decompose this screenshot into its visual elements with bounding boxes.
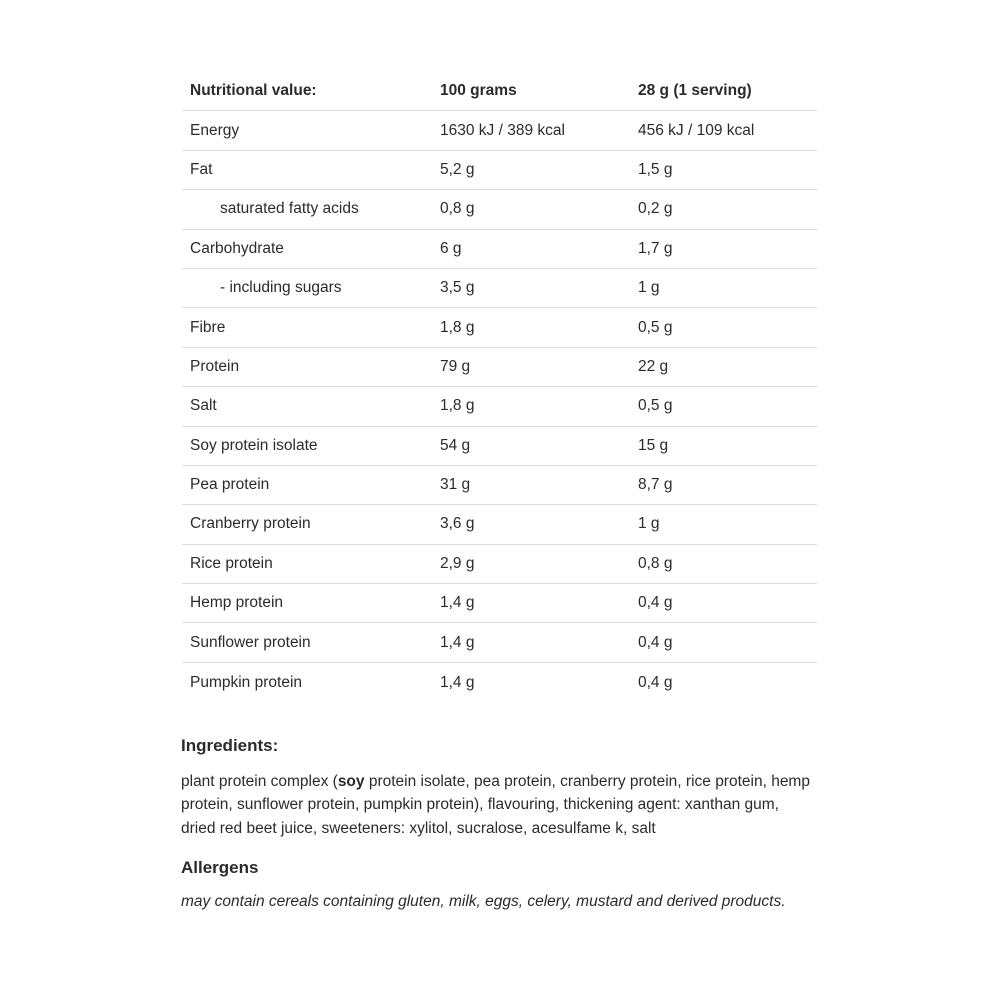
header-per-serving: 28 g (1 serving) [638,82,752,100]
header-per-100-grams: 100 grams [440,82,517,100]
row-label: Fat [190,160,213,178]
row-value-serving: 22 g [638,357,669,375]
row-value-100g: 5,2 g [440,160,475,178]
ingredients-heading: Ingredients: [181,736,279,755]
ingredients-bold-soy: soy [337,773,365,790]
row-value-100g: 1,4 g [440,673,475,691]
row-value-serving: 0,2 g [638,200,673,218]
row-label: Pea protein [190,476,270,494]
row-value-100g: 6 g [440,239,462,257]
table-row-soy-protein-isolate [182,427,817,466]
row-label: Sunflower protein [190,633,311,651]
row-value-serving: 1,5 g [638,160,673,178]
row-value-100g: 1,8 g [440,397,475,415]
table-row-protein [182,348,817,387]
row-value-100g: 1,4 g [440,594,475,612]
table-row-sunflower-protein [182,623,817,662]
row-value-serving: 0,4 g [638,673,673,691]
table-row-pea-protein [182,466,817,505]
row-label: Soy protein isolate [190,436,318,454]
row-label: saturated fatty acids [220,200,359,218]
row-value-100g: 54 g [440,436,471,454]
row-label: Cranberry protein [190,515,311,533]
table-row-cranberry-protein [182,505,817,544]
table-row-including-sugars [182,269,817,308]
table-row-pumpkin-protein [182,663,817,702]
row-value-100g: 79 g [440,357,471,375]
row-value-100g: 0,8 g [440,200,475,218]
table-row-salt [182,387,817,426]
header-nutritional-value: Nutritional value: [190,82,317,100]
row-label: Salt [190,397,217,415]
row-value-serving: 1,7 g [638,239,673,257]
row-label: Energy [190,121,240,139]
label-text-sections [181,702,813,912]
row-value-serving: 1 g [638,279,660,297]
ingredients-text-part1: plant protein complex ( [181,773,338,790]
row-value-serving: 0,4 g [638,594,673,612]
row-label: - including sugars [220,279,342,297]
row-value-serving: 0,4 g [638,633,673,651]
row-value-serving: 0,5 g [638,318,673,336]
row-value-serving: 15 g [638,436,669,454]
row-value-100g: 2,9 g [440,554,475,572]
row-value-serving: 0,5 g [638,397,673,415]
row-value-serving: 8,7 g [638,476,673,494]
row-value-100g: 3,5 g [440,279,475,297]
ingredients-text-part2: protein isolate, pea protein, cranberry protein, rice protein, hemp protein, sunflower protein, pumpkin protein), flavouring, thickening agent: xanthan gum, dried red beet juice, sweeteners: xylitol, sucralose, acesulfame k, salt [181,773,810,837]
ingredients-text [181,770,813,840]
row-label: Rice protein [190,554,273,572]
row-label: Protein [190,357,240,375]
row-value-serving: 1 g [638,515,660,533]
row-value-100g: 1,4 g [440,633,475,651]
row-value-100g: 1,8 g [440,318,475,336]
table-header-row [182,72,817,111]
row-label: Fibre [190,318,226,336]
table-row-saturated-fatty-acids [182,190,817,229]
row-value-serving: 456 kJ / 109 kcal [638,121,755,139]
table-row-energy [182,111,817,150]
table-row-rice-protein [182,545,817,584]
table-row-fibre [182,308,817,347]
nutrition-table [182,72,817,702]
row-value-100g: 3,6 g [440,515,475,533]
allergens-heading: Allergens [181,857,259,877]
row-label: Hemp protein [190,594,284,612]
row-value-100g: 1630 kJ / 389 kcal [440,121,565,139]
row-value-serving: 0,8 g [638,554,673,572]
allergens-text: may contain cereals containing gluten, milk, eggs, celery, mustard and derived products. [181,892,786,910]
table-row-hemp-protein [182,584,817,623]
table-row-carbohydrate [182,230,817,269]
table-row-fat [182,151,817,190]
row-value-100g: 31 g [440,476,471,494]
row-label: Pumpkin protein [190,673,303,691]
row-label: Carbohydrate [190,239,284,257]
